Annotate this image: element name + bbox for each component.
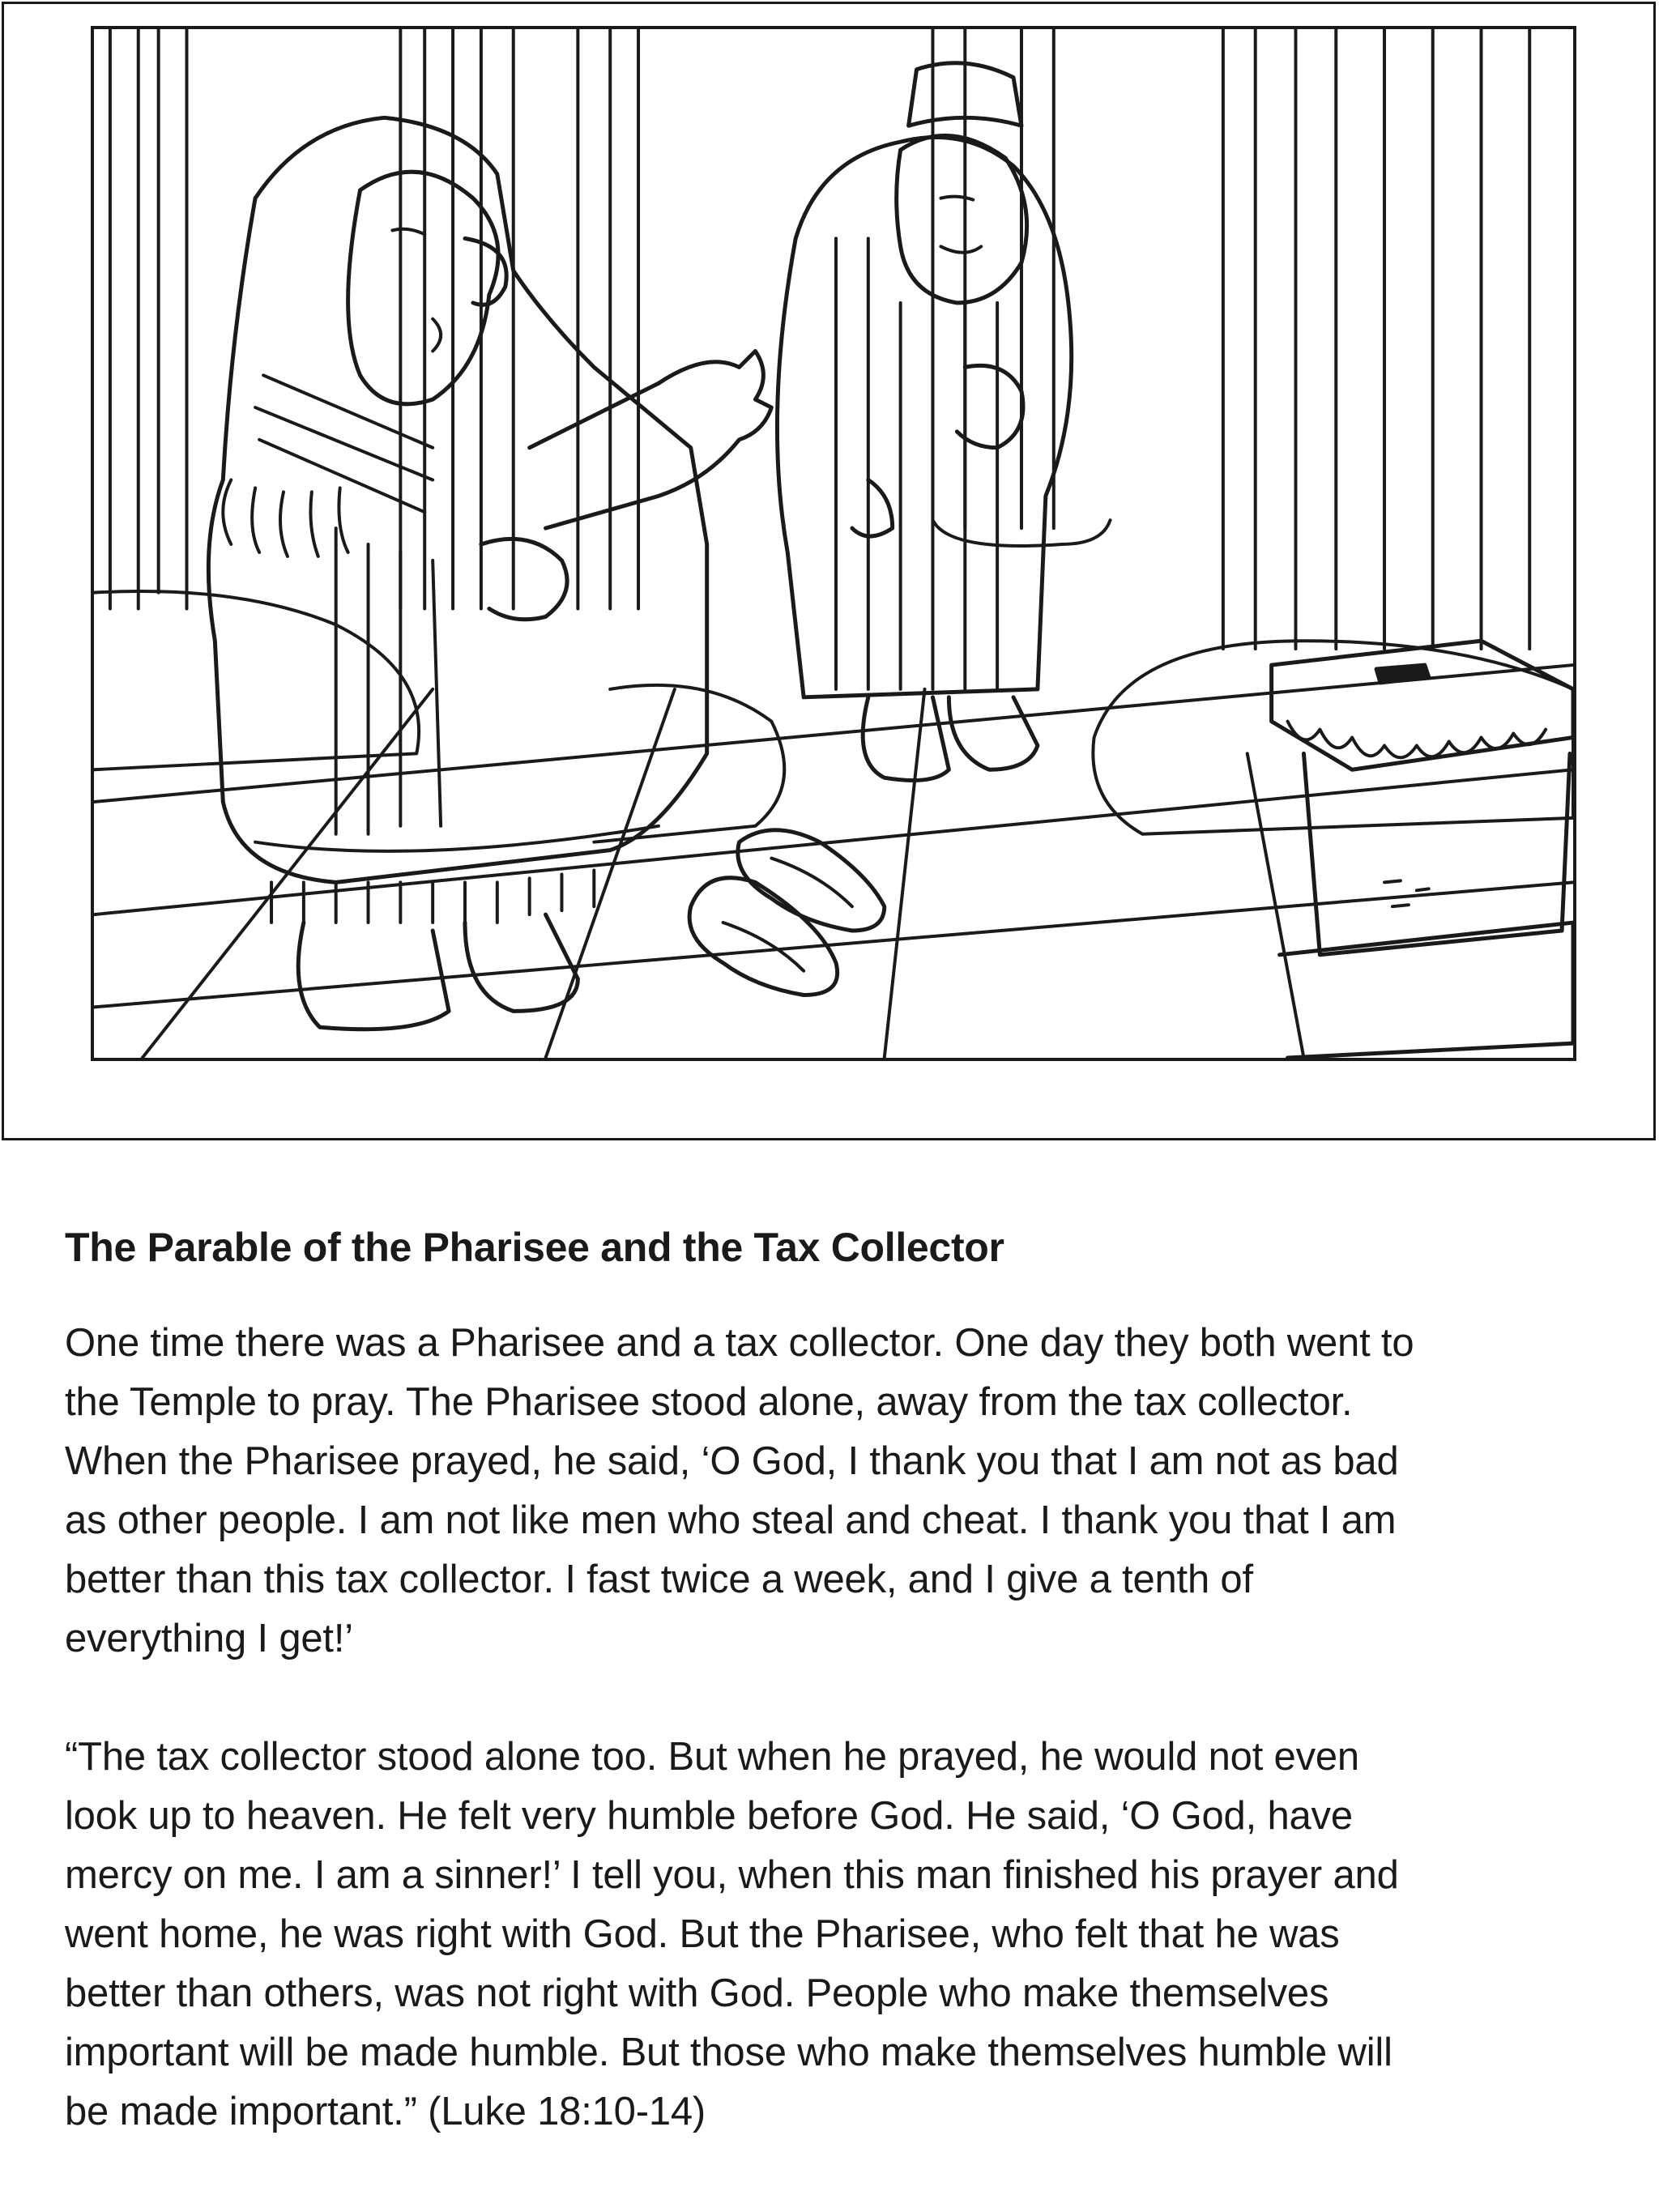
story-text [65, 1223, 1620, 2142]
tax-collector-figure [777, 63, 1071, 781]
offering-box-drawing [1272, 641, 1573, 1058]
illustration-frame [2, 2, 1656, 1140]
coloring-illustration [91, 26, 1576, 1061]
story-title: The Parable of the Pharisee and the Tax Collector [65, 1225, 1004, 1270]
pharisee-figure [208, 117, 771, 1029]
story-paragraph-1: One time there was a Pharisee and a tax collector. One day they both went to the Temple to pray. The Pharisee stood alone, away from the tax collector. When the Pharisee prayed, he said, ‘O God, I thank you that I am not as bad as other people. I am not like men who steal and cheat. I thank you that I am better than this tax collector. I fast twice a week, and I give a tenth of everything I get!’ [65, 1321, 1414, 1660]
temple-columns [94, 29, 1573, 842]
temple-floor [94, 665, 1573, 1058]
story-paragraph-2: “The tax collector stood alone too. But when he prayed, he would not even look up to heaven. He felt very humble before God. He said, ‘O God, have mercy on me. I am a sinner!’ I tell you, when this man finished his prayer and went home, he was right with God. But the Pharisee, who felt that he was better than others, was not right with God. People who make themselves important will be made humble. But those who make themselves humble will be made important.” (Luke 18:10-14) [65, 1735, 1399, 2133]
